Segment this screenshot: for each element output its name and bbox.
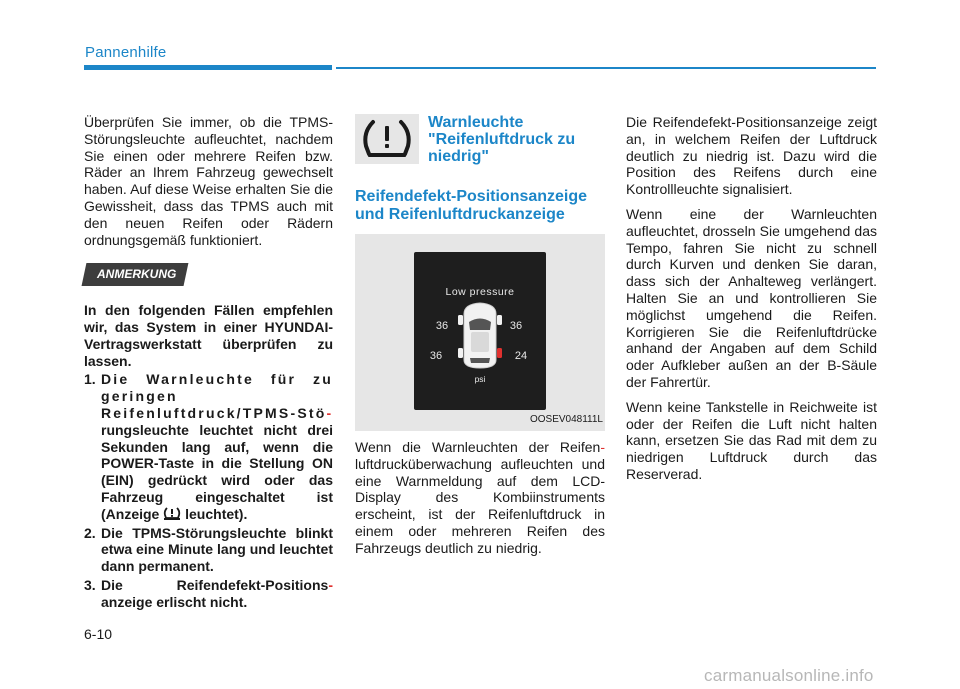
lcd-display <box>414 252 546 410</box>
tpms-warning-icon <box>355 114 419 164</box>
list-item: 1. Die Warnleuchte für zu geringen Reifenluftdruck/TPMS-Stö- rungsleuchte leuchtet nicht drei Sekunden lang auf, wenn die POWER-Taste in die Stellung ON (EIN) gedrückt wird oder das Fahrzeug eingeschaltet ist (Anzeige leuchtet). <box>84 371 333 522</box>
paragraph: Wenn eine der Warnleuchten aufleuchtet, drosseln Sie umgehend das Tempo, fahren Sie nicht zu schnell durch Kurven und denken Sie daran, dass sich der Anhalteweg verlängert. Halten Sie an und kontrollieren Sie möglichst umgehend die Reifen. Korrigieren Sie die Reifenluftdrücke anhand der Angaben auf dem Schild oder Aufkleber außen an der B-Säule der Fahrertür. <box>626 205 877 390</box>
figure-caption: OOSEV048111L <box>529 414 603 426</box>
tpms-inline-icon <box>163 507 181 520</box>
column-1 <box>84 114 333 611</box>
header-rule-thin <box>336 67 876 69</box>
car-top-view-icon <box>458 303 502 368</box>
watermark: carmanualsonline.info <box>704 666 874 685</box>
list-item: 3. Die Reifendefekt-Positions- anzeige erlischt nicht. <box>84 576 333 610</box>
tire-front-right: 36 <box>509 320 523 332</box>
warning-paragraph: Wenn die Warnleuchten der Reifen- luftdrucküberwachung aufleuchten und eine Warnmeldung auf dem LCD-Display des Kombiinstruments erscheint, ist der Reifenluftdruck in einem oder mehreren Reifen des Fahrzeugs deutlich zu niedrig. <box>355 439 605 556</box>
column-3 <box>626 114 877 483</box>
section-header-title: Pannenhilfe <box>85 44 167 61</box>
note-badge: ANMERKUNG <box>82 263 189 286</box>
tire-rear-left: 36 <box>429 350 443 362</box>
page-number: 6-10 <box>84 626 113 642</box>
header-rule-thick <box>84 65 332 70</box>
warning-light-title: Warnleuchte "Reifenluftdruck zu niedrig" <box>428 114 576 165</box>
tire-rear-right: 24 <box>514 350 528 362</box>
pressure-unit: psi <box>474 374 486 384</box>
display-title: Low pressure <box>445 286 515 298</box>
figure-tpms-display <box>355 234 605 431</box>
paragraph: Die Reifendefekt-Positionsanzeige zeigt an, in welchem Reifen der Luftdruck deutlich zu niedrig ist. Dazu wird die Position des Reifens durch eine Kontrollleuchte signalisiert. <box>626 114 877 198</box>
paragraph: Wenn keine Tankstelle in Reichweite ist oder der Reifen die Luft nicht halten kann, ersetzen Sie das Rad mit dem zu niedrigen Luftdruck durch das Reserverad. <box>626 398 877 482</box>
intro-paragraph: Überprüfen Sie immer, ob die TPMS-Störungsleuchte aufleuchtet, nachdem Sie einen oder mehrere Reifen bzw. Räder an Ihrem Fahrzeug gewechselt haben. Auf diese Weise erhalten Sie die Gewissheit, dass das TPMS auch mit den neuen Reifen oder Rädern ordnungsgemäß funktioniert. <box>84 114 333 248</box>
note-text: In den folgenden Fällen empfehlen wir, das System in einer HYUNDAI-Vertragswerkstatt überprüfen zu lassen. <box>84 302 333 369</box>
note-list <box>84 371 333 610</box>
list-item: 2. Die TPMS-Störungsleuchte blinkt etwa eine Minute lang und leuchtet dann permanent. <box>84 524 333 575</box>
tire-front-left: 36 <box>435 320 449 332</box>
warning-light-heading <box>355 114 605 170</box>
section-title: Reifendefekt-Positionsanzeige und Reifenluftdruckanzeige <box>355 188 588 223</box>
column-2 <box>355 114 605 557</box>
